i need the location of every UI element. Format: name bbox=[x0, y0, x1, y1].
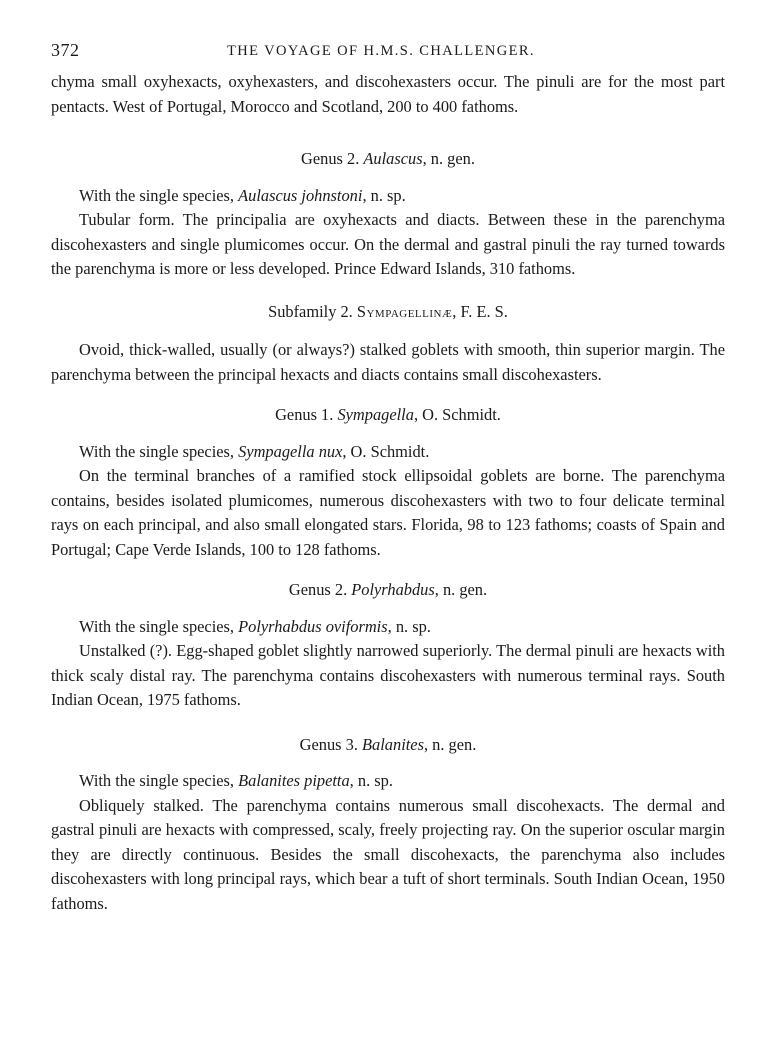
species-line-aulascus bbox=[51, 184, 725, 209]
genus-name: Aulascus bbox=[363, 149, 423, 168]
heading-suffix: , n. gen. bbox=[434, 580, 488, 599]
species-name: Aulascus johnstoni bbox=[238, 185, 363, 205]
running-head bbox=[51, 40, 725, 70]
genus-heading-polyrhabdus bbox=[51, 578, 725, 603]
species-name: Sympagella nux bbox=[238, 441, 343, 461]
continuation-paragraph: chyma small oxyhexacts, oxyhexasters, and discohexasters occur. The pinuli are for the most part pentacts. West of Portugal, Morocco and Scotland, 200 to 400 fathoms. bbox=[51, 72, 725, 116]
heading-prefix: Genus 3. bbox=[299, 734, 363, 754]
genus-name: Polyrhabdus bbox=[351, 580, 435, 599]
description-sympagella: On the terminal branches of a ramified stock ellipsoidal goblets are borne. The parenchyma contains, besides isolated plumicomes, numerous discohexasters with two to four delicate terminal rays on each principal, and also small elongated stars. Florida, 98 to 123 fathoms; coasts of Spain and Portugal; Cape Verde Islands, 100 to 128 fathoms. bbox=[51, 466, 725, 559]
species-suffix: , O. Schmidt. bbox=[342, 441, 430, 461]
running-title: THE VOYAGE OF H.M.S. CHALLENGER. bbox=[227, 43, 535, 59]
heading-prefix: Genus 2. bbox=[301, 149, 364, 168]
page bbox=[51, 40, 725, 916]
species-name: Polyrhabdus oviformis bbox=[238, 616, 388, 636]
heading-suffix: , n. gen. bbox=[422, 149, 475, 168]
heading-prefix: Genus 2. bbox=[288, 580, 352, 599]
species-name: Balanites pipetta bbox=[238, 771, 350, 790]
genus-heading-sympagella bbox=[51, 403, 725, 428]
species-prefix: With the single species, bbox=[79, 441, 239, 461]
heading-suffix: , n. gen. bbox=[423, 734, 477, 754]
species-suffix: , n. sp. bbox=[349, 771, 393, 790]
heading-suffix: , O. Schmidt. bbox=[413, 405, 501, 424]
species-prefix: With the single species, bbox=[79, 185, 239, 205]
heading-suffix: , F. E. S. bbox=[452, 301, 508, 321]
subfamily-heading bbox=[51, 300, 725, 325]
genus-heading-aulascus bbox=[51, 147, 725, 172]
subfamily-name: Sympagellinæ bbox=[356, 301, 453, 321]
species-line-polyrhabdus bbox=[51, 615, 725, 640]
species-prefix: With the single species, bbox=[79, 616, 239, 636]
species-suffix: , n. sp. bbox=[387, 616, 431, 636]
description-polyrhabdus: Unstalked (?). Egg-shaped goblet slightly narrowed superiorly. The dermal pinuli are hexacts with thick scaly distal ray. The parenchyma contains discohexasters with numerous terminal rays. South Indian Ocean, 1975 fathoms. bbox=[51, 641, 725, 709]
description-subfamily: Ovoid, thick-walled, usually (or always?) stalked goblets with smooth, thin superior margin. The parenchyma between the principal hexacts and diacts contains small discohexasters. bbox=[51, 340, 725, 384]
genus-name: Balanites bbox=[362, 734, 424, 754]
species-prefix: With the single species, bbox=[79, 771, 239, 790]
genus-heading-balanites bbox=[51, 733, 725, 758]
heading-prefix: Subfamily 2. bbox=[268, 301, 357, 321]
species-line-balanites bbox=[51, 769, 725, 794]
species-line-sympagella bbox=[51, 440, 725, 465]
description-aulascus: Tubular form. The principalia are oxyhexacts and diacts. Between these in the parenchyma discohexasters and single plumicomes occur. On the dermal and gastral pinuli the ray turned towards the parenchyma is more or less developed. Prince Edward Islands, 310 fathoms. bbox=[51, 210, 725, 278]
species-suffix: , n. sp. bbox=[362, 185, 406, 205]
page-number: 372 bbox=[51, 40, 80, 60]
genus-name: Sympagella bbox=[337, 405, 414, 424]
description-balanites: Obliquely stalked. The parenchyma contains numerous small discohexacts. The dermal and gastral pinuli are hexacts with compressed, scaly, freely projecting ray. On the superior oscular margin they are directly continuous. Besides the small discohexacts, the parenchyma also includes discohexasters with long principal rays, which bear a tuft of short terminals. South Indian Ocean, 1950 fathoms. bbox=[51, 795, 725, 913]
heading-prefix: Genus 1. bbox=[275, 405, 338, 424]
